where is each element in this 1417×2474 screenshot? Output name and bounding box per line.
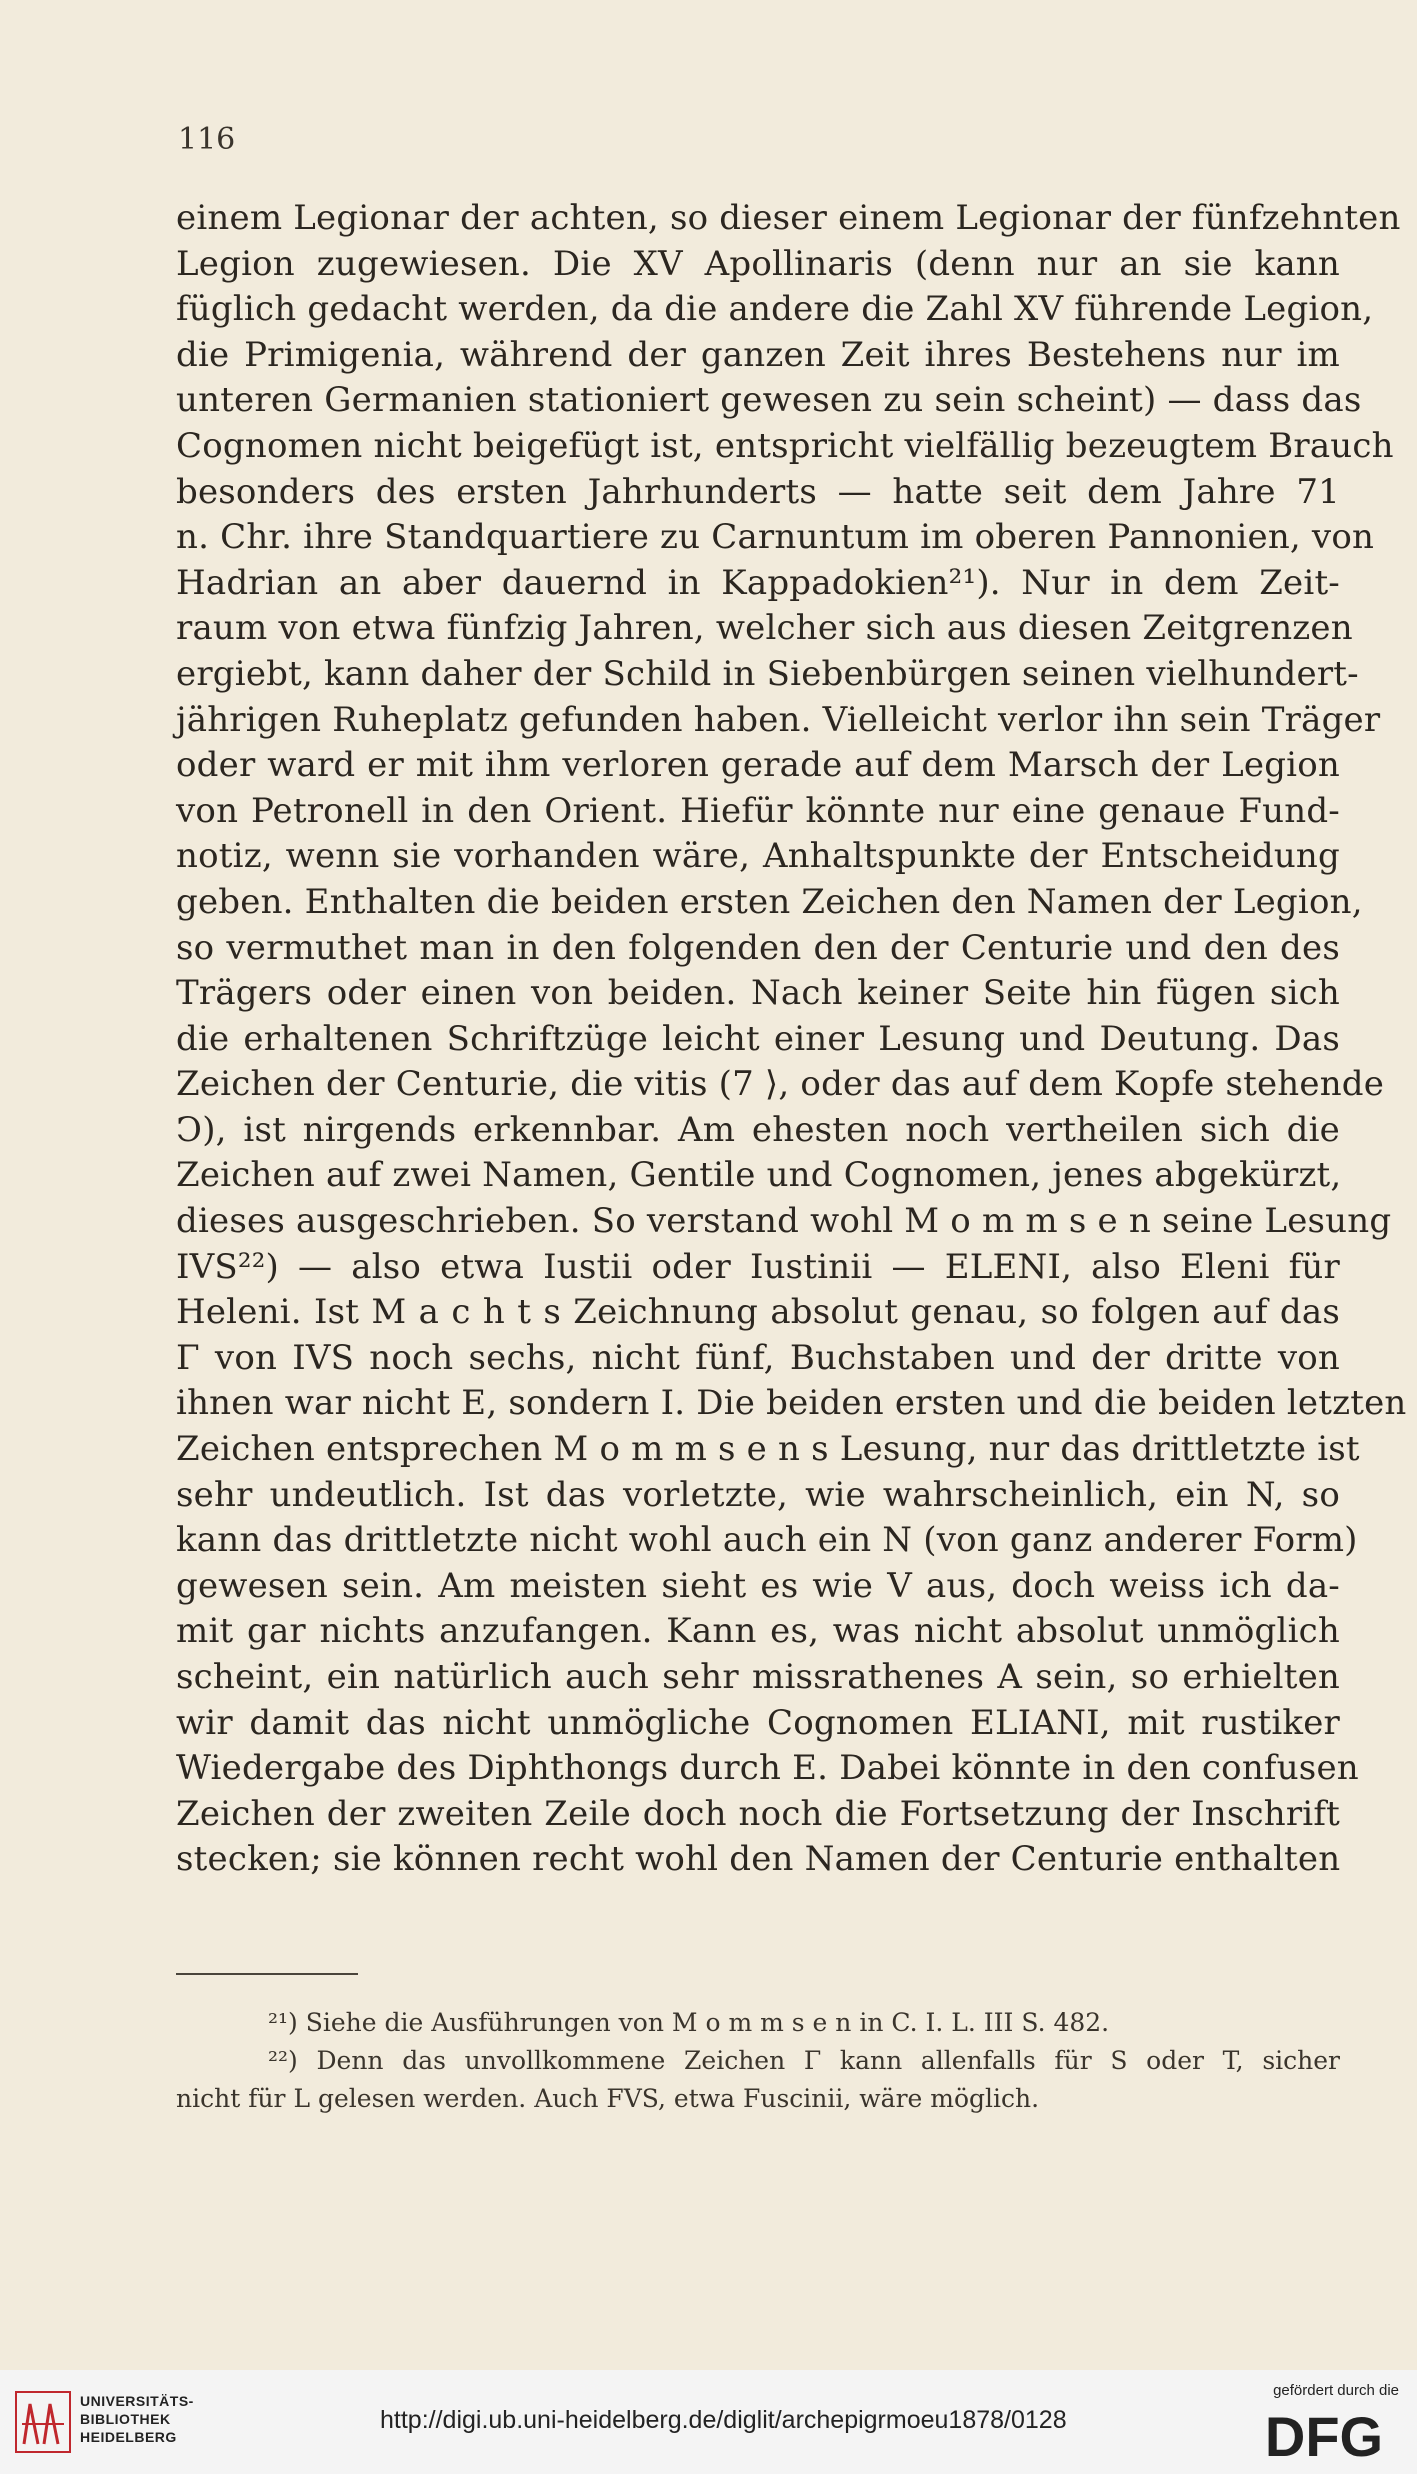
- text-line: gewesen sein. Am meisten sieht es wie V aus, doch weiss ich da-: [176, 1565, 1340, 1606]
- text-line: kann das drittletzte nicht wohl auch ein N (von ganz anderer Form): [176, 1520, 1358, 1561]
- text-line: Heleni. Ist M a c h t s Zeichnung absolut genau, so folgen auf das: [176, 1292, 1340, 1333]
- university-library-name: [80, 2392, 194, 2446]
- footnotes: [176, 2004, 1340, 2118]
- uni-name-line-3: HEIDELBERG: [80, 2429, 177, 2445]
- text-line: sehr undeutlich. Ist das vorletzte, wie wahrscheinlich, ein N, so: [176, 1474, 1340, 1515]
- text-line: raum von etwa fünfzig Jahren, welcher sich aus diesen Zeitgrenzen: [176, 608, 1353, 649]
- text-line: wir damit das nicht unmögliche Cognomen ELIANI, mit rustiker: [176, 1702, 1340, 1743]
- text-line: Zeichen auf zwei Namen, Gentile und Cognomen, jenes abgekürzt,: [176, 1155, 1342, 1196]
- text-line: notiz, wenn sie vorhanden wäre, Anhaltspunkte der Entscheidung: [176, 836, 1340, 877]
- text-line: Legion zugewiesen. Die XV Apollinaris (denn nur an sie kann: [176, 243, 1340, 284]
- text-line: Hadrian an aber dauernd in Kappadokien²¹). Nur in dem Zeit-: [176, 562, 1340, 603]
- dfg-logo-icon: [1249, 2406, 1399, 2462]
- text-line: geben. Enthalten die beiden ersten Zeichen den Namen der Legion,: [176, 881, 1363, 922]
- text-line: Trägers oder einen von beiden. Nach keiner Seite hin fügen sich: [176, 973, 1340, 1014]
- text-line: die erhaltenen Schriftzüge leicht einer Lesung und Deutung. Das: [176, 1018, 1340, 1059]
- uni-name-line-1: UNIVERSITÄTS-: [80, 2393, 194, 2409]
- body-text: [176, 196, 1407, 1883]
- footer-bar: [0, 2370, 1417, 2474]
- text-line: ergiebt, kann daher der Schild in Siebenbürgen seinen vielhundert-: [176, 653, 1359, 694]
- text-line: so vermuthet man in den folgenden den der Centurie und den des: [176, 927, 1340, 968]
- text-line: Ͻ), ist nirgends erkennbar. Am ehesten noch vertheilen sich die: [176, 1109, 1340, 1150]
- text-line: Zeichen entsprechen M o m m s e n s Lesung, nur das drittletzte ist: [176, 1429, 1360, 1470]
- text-line: IVS²²) — also etwa Iustii oder Iustinii — ELENI, also Eleni für: [176, 1246, 1340, 1287]
- footnote-22-line-2: nicht für L gelesen werden. Auch FVS, etwa Fuscinii, wäre möglich.: [176, 2084, 1040, 2113]
- svg-text:DFG: DFG: [1264, 2406, 1384, 2462]
- text-line: Wiedergabe des Diphthongs durch E. Dabei könnte in den confusen: [176, 1748, 1359, 1789]
- text-line: die Primigenia, während der ganzen Zeit ihres Bestehens nur im: [176, 334, 1340, 375]
- footnote-21: ²¹) Siehe die Ausführungen von M o m m s e n in C. I. L. III S. 482.: [268, 2008, 1110, 2037]
- text-line: stecken; sie können recht wohl den Namen der Centurie enthalten: [176, 1839, 1341, 1880]
- text-line: unteren Germanien stationiert gewesen zu sein scheint) — dass das: [176, 380, 1362, 421]
- university-library-logo-icon: [14, 2390, 72, 2454]
- uni-name-line-2: BIBLIOTHEK: [80, 2411, 171, 2427]
- text-line: Zeichen der Centurie, die vitis (7 ⟩, oder das auf dem Kopfe stehende: [176, 1064, 1385, 1105]
- text-line: dieses ausgeschrieben. So verstand wohl M o m m s e n seine Lesung: [176, 1201, 1392, 1242]
- text-line: Γ von IVS noch sechs, nicht fünf, Buchstaben und der dritte von: [176, 1337, 1340, 1378]
- page-number: 116: [178, 122, 236, 157]
- footnote-22-line-1: ²²) Denn das unvollkommene Zeichen Γ kann allenfalls für S oder T, sicher: [268, 2046, 1340, 2075]
- text-line: oder ward er mit ihm verloren gerade auf dem Marsch der Legion: [176, 745, 1340, 786]
- text-line: Cognomen nicht beigefügt ist, entspricht vielfällig bezeugtem Brauch: [176, 425, 1394, 466]
- text-line: n. Chr. ihre Standquartiere zu Carnuntum im oberen Pannonien, von: [176, 517, 1375, 558]
- text-line: einem Legionar der achten, so dieser einem Legionar der fünfzehnten: [176, 198, 1401, 238]
- text-line: Zeichen der zweiten Zeile doch noch die Fortsetzung der Inschrift: [176, 1793, 1340, 1834]
- text-line: scheint, ein natürlich auch sehr missrathenes A sein, so erhielten: [176, 1657, 1340, 1697]
- text-line: mit gar nichts anzufangen. Kann es, was nicht absolut unmöglich: [176, 1611, 1340, 1652]
- footnote-rule: [176, 1973, 358, 1975]
- text-line: ihnen war nicht E, sondern I. Die beiden ersten und die beiden letzten: [176, 1383, 1407, 1424]
- text-line: jährigen Ruheplatz gefunden haben. Vielleicht verlor ihn sein Träger: [176, 699, 1381, 740]
- text-line: füglich gedacht werden, da die andere die Zahl XV führende Legion,: [176, 289, 1374, 330]
- text-line: von Petronell in den Orient. Hiefür könnte nur eine genaue Fund-: [176, 790, 1340, 831]
- text-line: besonders des ersten Jahrhunderts — hatte seit dem Jahre 71: [176, 471, 1340, 512]
- permalink-url[interactable]: http://digi.ub.uni-heidelberg.de/diglit/archepigrmoeu1878/0128: [380, 2406, 1067, 2434]
- dfg-caption: gefördert durch die: [1273, 2382, 1399, 2399]
